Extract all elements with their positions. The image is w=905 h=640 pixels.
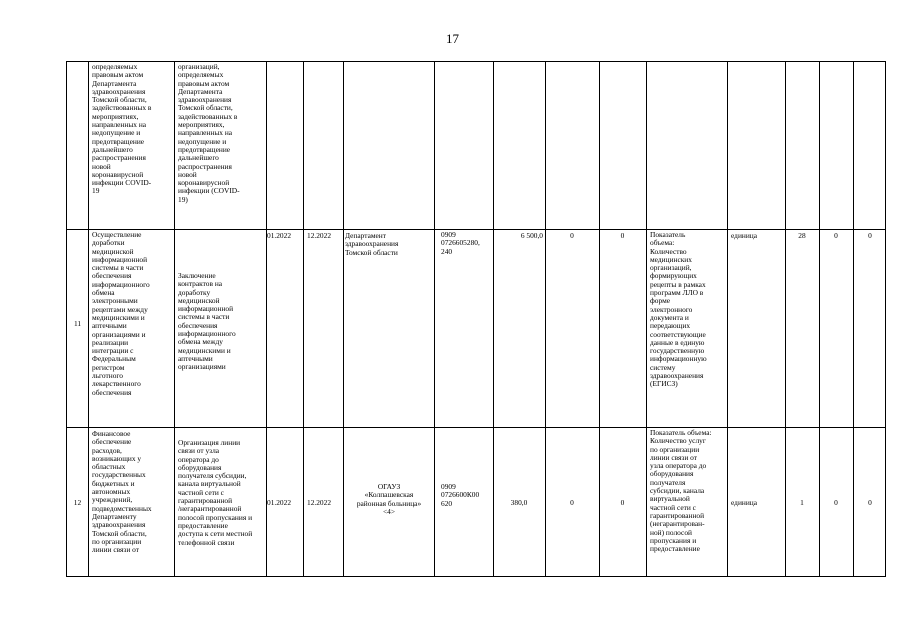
target-value: 0	[868, 232, 872, 240]
measure-result: Организация линии связи от узла оператора до оборудования получателя субсидии, канала виртуальной частной сети с гарантированной /негарантированной полосой пропускания и предоставление доступа к сети местной телефонной связи	[178, 439, 253, 547]
page-number: 17	[446, 31, 459, 46]
funding-value: 0	[620, 499, 625, 507]
grid-line	[727, 62, 728, 576]
measure-name: Финансовое обеспечение расходов, возникающих у областных государственных бюджетных и автономных учреждений, подведомственных Департаменту здравоохранения Томской области, по организации линии связи от	[92, 430, 152, 555]
unit: единица	[731, 232, 758, 240]
end-date: 12.2022	[307, 232, 332, 240]
measures-table	[66, 61, 886, 577]
measure-name: Осуществление доработки медицинской информационной системы в части обеспечения информационного обмена электронными рецептами между медицинскими и аптечными организациями и реализации интеграции с Федеральным регистром льготного лекарственного обеспечения	[92, 231, 150, 397]
executor: ОГАУЗ «Колпашевская районная больница» <4>	[356, 483, 422, 516]
grid-line	[174, 62, 175, 576]
row-divider	[67, 427, 885, 428]
target-value: 28	[798, 232, 806, 240]
measure-result-continued: организаций, определяемых правовым актом Департамента здравоохранения Томской области, задействованных в мероприятиях, направленных на недопущение и предотвращение дальнейшего распространения новой коронавирусной инфекции (COVID- 19)	[178, 63, 240, 204]
row-divider	[67, 229, 885, 230]
executor: Департамент здравоохранения Томской области	[345, 232, 399, 257]
funding-amount: 6 500,0	[520, 232, 543, 240]
funding-value: 0	[570, 232, 574, 240]
target-value: 0	[834, 232, 838, 240]
row-number: 12	[73, 499, 82, 507]
funding-amount: 380,0	[510, 499, 528, 507]
measure-name-continued: определяемых правовым актом Департамента здравоохранения Томской области, задействованных в мероприятиях, направленных на недопущение и предотвращение дальнейшего распространения новой коронавирусной инфекции COVID- 19	[92, 63, 152, 196]
target-value: 0	[834, 499, 838, 507]
indicator: Показатель объема: Количество медицинских организаций, формирующих рецепты в рамках программ ЛЛО в форме электронного документа и передающих соответствующие данные в единую государственную информационную систему здравоохранения (ЕГИСЗ)	[650, 231, 707, 389]
grid-line	[646, 62, 647, 576]
grid-line	[303, 62, 304, 576]
measure-result: Заключение контрактов на доработку медицинской информационной системы в части обеспечения информационного обмена между медицинскими и аптечными организациями	[178, 272, 236, 372]
end-date: 12.2022	[307, 499, 332, 507]
start-date: 01.2022	[267, 232, 292, 240]
budget-code: 0909 0726600К00 620	[441, 483, 480, 508]
target-value: 0	[868, 499, 872, 507]
funding-value: 0	[570, 499, 574, 507]
grid-line	[88, 62, 89, 576]
grid-line	[434, 62, 435, 576]
row-number: 11	[73, 320, 82, 328]
target-value: 1	[800, 499, 804, 507]
start-date: 01.2022	[267, 499, 292, 507]
indicator: Показатель объема: Количество услуг по организации линии связи от узла оператора до оборудования получателя субсидии, канала виртуальной частной сети с гарантированной (негарантирован- ной) полосой пропускания и предоставление	[650, 429, 712, 554]
budget-code: 0909 0726605280, 240	[441, 231, 480, 256]
unit: единица	[731, 499, 758, 507]
funding-value: 0	[620, 232, 625, 240]
